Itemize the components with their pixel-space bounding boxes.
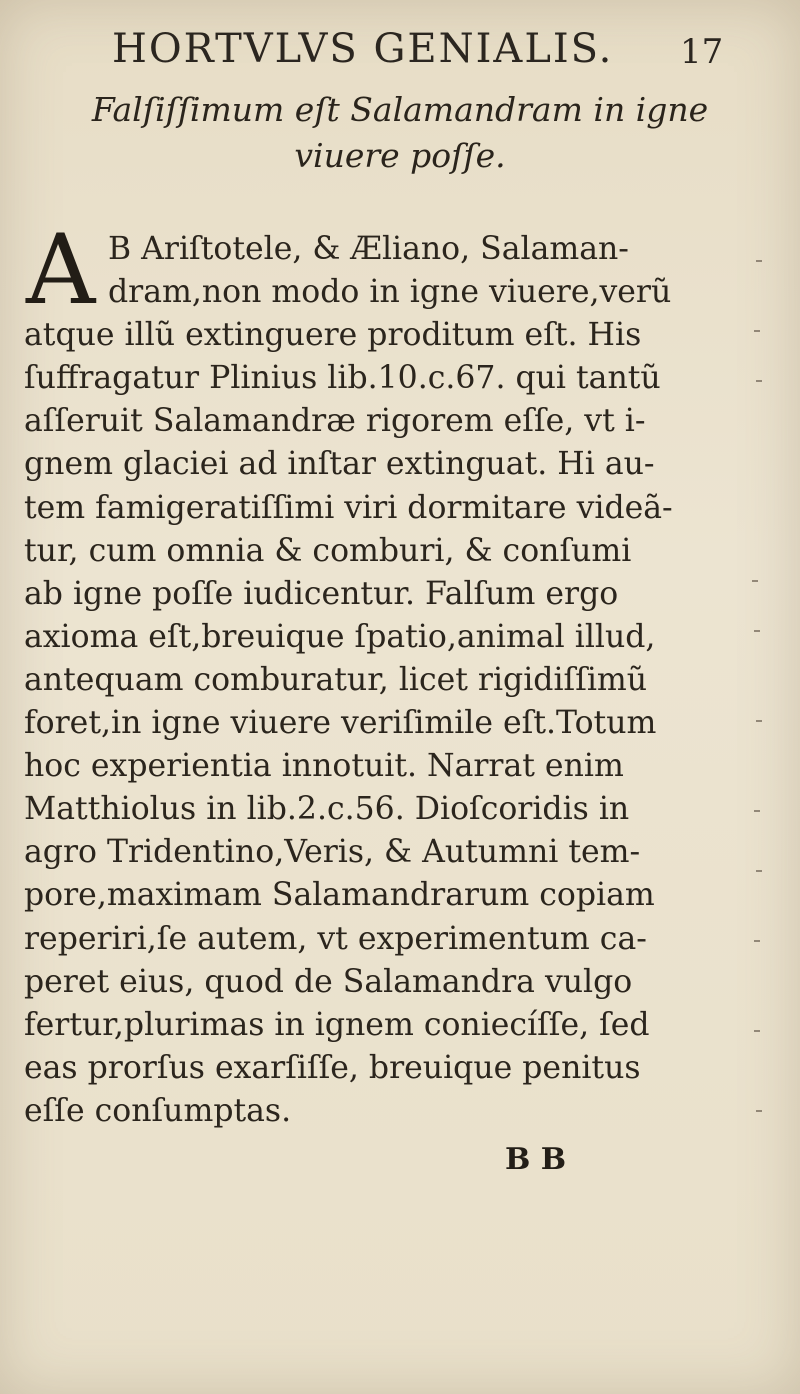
- body-text: [24, 214, 724, 1133]
- text-line: hoc experientia innotuit. Narrat enim: [24, 748, 624, 785]
- text-line: aſſeruit Salamandræ rigorem eſſe, vt i-: [24, 403, 646, 440]
- margin-marks: [736, 250, 776, 1150]
- text-line: axioma eſt,breuique ſpatio,animal illud,: [24, 618, 656, 655]
- running-title: HORTVLVS GENIALIS.: [112, 26, 614, 72]
- text-line: fertur,plurimas in ignem coniecíſſe, ſed: [24, 1006, 650, 1043]
- text-line: eſſe conſumptas.: [24, 1092, 292, 1129]
- chapter-heading-line-2: viuere poſſe.: [294, 136, 506, 175]
- chapter-heading-line-1: Falſiſſimum eſt Salamandram in igne: [91, 90, 709, 129]
- text-line: ſuffragatur Plinius lib.10.c.67. qui tantũ: [24, 360, 661, 397]
- text-line: B Ariſtotele, & Æliano, Salaman-: [108, 231, 629, 267]
- text-line: atque illũ extinguere proditum eſt. His: [24, 317, 642, 354]
- text-line: pore,maximam Salamandrarum copiam: [24, 877, 655, 914]
- text-line: agro Tridentino,Veris, & Autumni tem-: [24, 834, 641, 871]
- text-line: tem famigeratiſſimi viri dormitare videã-: [24, 489, 673, 526]
- running-head: [0, 20, 800, 80]
- text-line: gnem glaciei ad inſtar extinguat. Hi au-: [24, 446, 655, 483]
- text-line: ab igne poſſe iudicentur. Falſum ergo: [24, 575, 619, 612]
- text-line: Matthiolus in lib.2.c.56. Dioſcoridis in: [24, 791, 630, 828]
- page-number: 17: [680, 32, 724, 72]
- text-line: reperiri,ſe autem, vt experimentum ca-: [24, 920, 647, 957]
- text-line: foret,in igne viuere veriſimile eſt.Totum: [24, 705, 657, 742]
- text-line: antequam comburatur, licet rigidiſſimũ: [24, 661, 648, 698]
- text-line: tur, cum omnia & comburi, & conſumi: [24, 532, 632, 569]
- text-line: peret eius, quod de Salamandra vulgo: [24, 963, 633, 1000]
- drop-initial: A: [26, 214, 96, 326]
- catchword: B B: [505, 1142, 567, 1177]
- text-line: eas prorſus exarſiſſe, breuique penitus: [24, 1049, 641, 1086]
- text-line: dram,non modo in igne viuere,verũ: [108, 274, 672, 311]
